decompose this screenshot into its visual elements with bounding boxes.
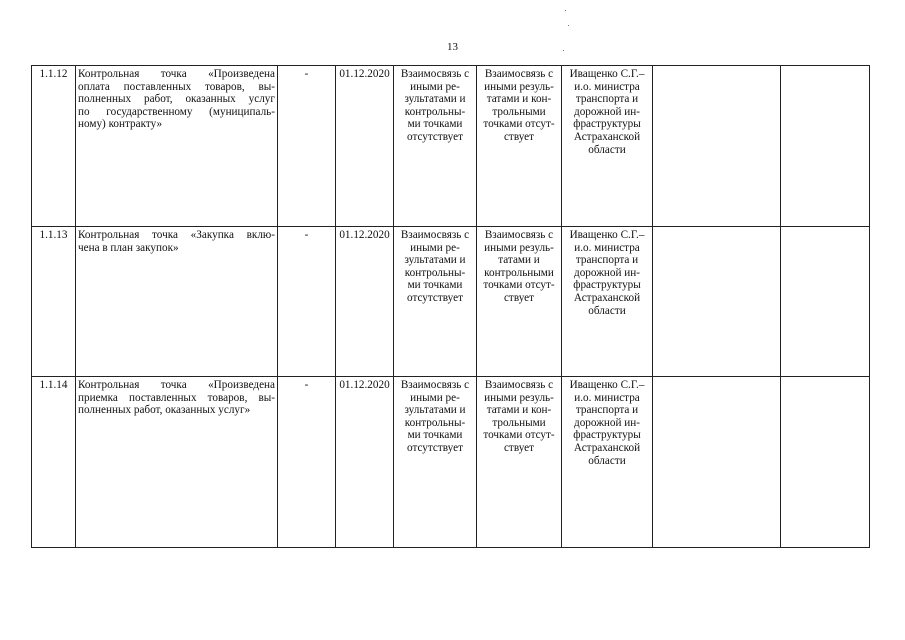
cell-line: Контрольная точка «Произведена (78, 379, 275, 391)
cell-line: ствует (503, 441, 535, 454)
cell-relation-results-2 (477, 227, 562, 377)
cell-line: области (588, 143, 626, 156)
control-points-table (31, 65, 870, 548)
cell-line: Взаимосвязь с (484, 68, 554, 80)
cell-line: ми точками (407, 279, 463, 292)
cell-line: Контрольная точка «Закупка вклю- (78, 229, 275, 241)
cell-line: дорожной ин- (574, 266, 640, 279)
cell-relation-results (394, 227, 477, 377)
cell-name (76, 377, 278, 548)
cell-relation-results-2 (477, 66, 562, 227)
cell-line: Взаимосвязь с (400, 68, 470, 80)
cell-line: и.о. министра (574, 241, 640, 254)
cell-line: Взаимосвязь с (484, 379, 554, 391)
cell-line: и.о. министра (574, 80, 640, 93)
cell-empty-8 (653, 377, 781, 548)
cell-line: оплата поставленных товаров, вы- (78, 80, 275, 93)
cell-dash: - (278, 66, 336, 227)
cell-line: контрольны- (404, 266, 466, 279)
cell-line: Взаимосвязь с (400, 379, 470, 391)
cell-line: ствует (503, 130, 535, 143)
cell-date: 01.12.2020 (336, 66, 394, 227)
cell-line: иными ре- (410, 80, 460, 93)
cell-line: полненных работ, оказанных услуг» (78, 404, 251, 417)
table-row (32, 377, 870, 548)
cell-line: зультатами и (404, 254, 466, 267)
cell-line: иными ре- (410, 391, 460, 404)
cell-dash: - (278, 227, 336, 377)
cell-name (76, 66, 278, 227)
cell-line: полненных работ, оказанных услуг (78, 93, 275, 106)
cell-relation-results-2 (477, 377, 562, 548)
cell-line: Иващенко С.Г.– (569, 229, 645, 241)
cell-line: татами и кон- (486, 404, 552, 417)
cell-line: ствует (503, 291, 535, 304)
cell-line: приемка поставленных товаров, вы- (78, 391, 275, 404)
cell-line: и.о. министра (574, 391, 640, 404)
cell-relation-results (394, 377, 477, 548)
cell-date: 01.12.2020 (336, 377, 394, 548)
cell-empty-8 (653, 227, 781, 377)
cell-line: дорожной ин- (574, 416, 640, 429)
cell-line: транспорта и (575, 93, 639, 106)
cell-line: Астраханской (573, 441, 641, 454)
cell-line: области (588, 454, 626, 467)
cell-line: Взаимосвязь с (484, 229, 554, 241)
scan-speck (565, 10, 566, 11)
cell-line: дорожной ин- (574, 105, 640, 118)
cell-responsible (562, 66, 653, 227)
cell-empty-9 (781, 377, 870, 548)
cell-line: иными ре- (410, 241, 460, 254)
cell-number: 1.1.13 (32, 227, 76, 377)
cell-line: транспорта и (575, 404, 639, 417)
cell-line: иными резуль- (484, 80, 554, 93)
cell-line: чена в план закупок» (78, 241, 179, 254)
cell-line: контрольны- (404, 105, 466, 118)
cell-number: 1.1.14 (32, 377, 76, 548)
cell-line: татами и кон- (486, 93, 552, 106)
cell-empty-8 (653, 66, 781, 227)
cell-line: Контрольная точка «Произведена (78, 68, 275, 80)
scan-speck (568, 25, 569, 26)
cell-line: ному) контракту» (78, 118, 163, 131)
cell-responsible (562, 227, 653, 377)
cell-empty-9 (781, 227, 870, 377)
cell-line: татами и (498, 254, 540, 267)
cell-line: зультатами и (404, 404, 466, 417)
cell-line: точками отсут- (483, 118, 555, 131)
cell-line: фраструктуры (573, 118, 641, 131)
cell-line: области (588, 304, 626, 317)
cell-line: точками отсут- (483, 429, 555, 442)
cell-line: зультатами и (404, 93, 466, 106)
cell-line: трольными (492, 416, 546, 429)
cell-line: по государственному (муниципаль- (78, 105, 275, 118)
cell-line: иными резуль- (484, 241, 554, 254)
cell-line: отсутствует (407, 130, 463, 143)
cell-line: ми точками (407, 118, 463, 131)
cell-number: 1.1.12 (32, 66, 76, 227)
cell-line: контрольны- (404, 416, 466, 429)
cell-line: точками отсут- (483, 279, 555, 292)
scan-speck (563, 50, 564, 51)
cell-line: контрольными (484, 266, 554, 279)
cell-line: Взаимосвязь с (400, 229, 470, 241)
cell-line: транспорта и (575, 254, 639, 267)
cell-line: фраструктуры (573, 279, 641, 292)
cell-line: фраструктуры (573, 429, 641, 442)
cell-line: отсутствует (407, 291, 463, 304)
cell-name (76, 227, 278, 377)
cell-empty-9 (781, 66, 870, 227)
cell-line: Астраханской (573, 130, 641, 143)
cell-relation-results (394, 66, 477, 227)
cell-date: 01.12.2020 (336, 227, 394, 377)
cell-line: Иващенко С.Г.– (569, 68, 645, 80)
page-number: 13 (447, 41, 458, 53)
cell-responsible (562, 377, 653, 548)
cell-dash: - (278, 377, 336, 548)
cell-line: трольными (492, 105, 546, 118)
cell-line: иными резуль- (484, 391, 554, 404)
table-row (32, 227, 870, 377)
cell-line: ми точками (407, 429, 463, 442)
table-row (32, 66, 870, 227)
cell-line: отсутствует (407, 441, 463, 454)
cell-line: Астраханской (573, 291, 641, 304)
cell-line: Иващенко С.Г.– (569, 379, 645, 391)
